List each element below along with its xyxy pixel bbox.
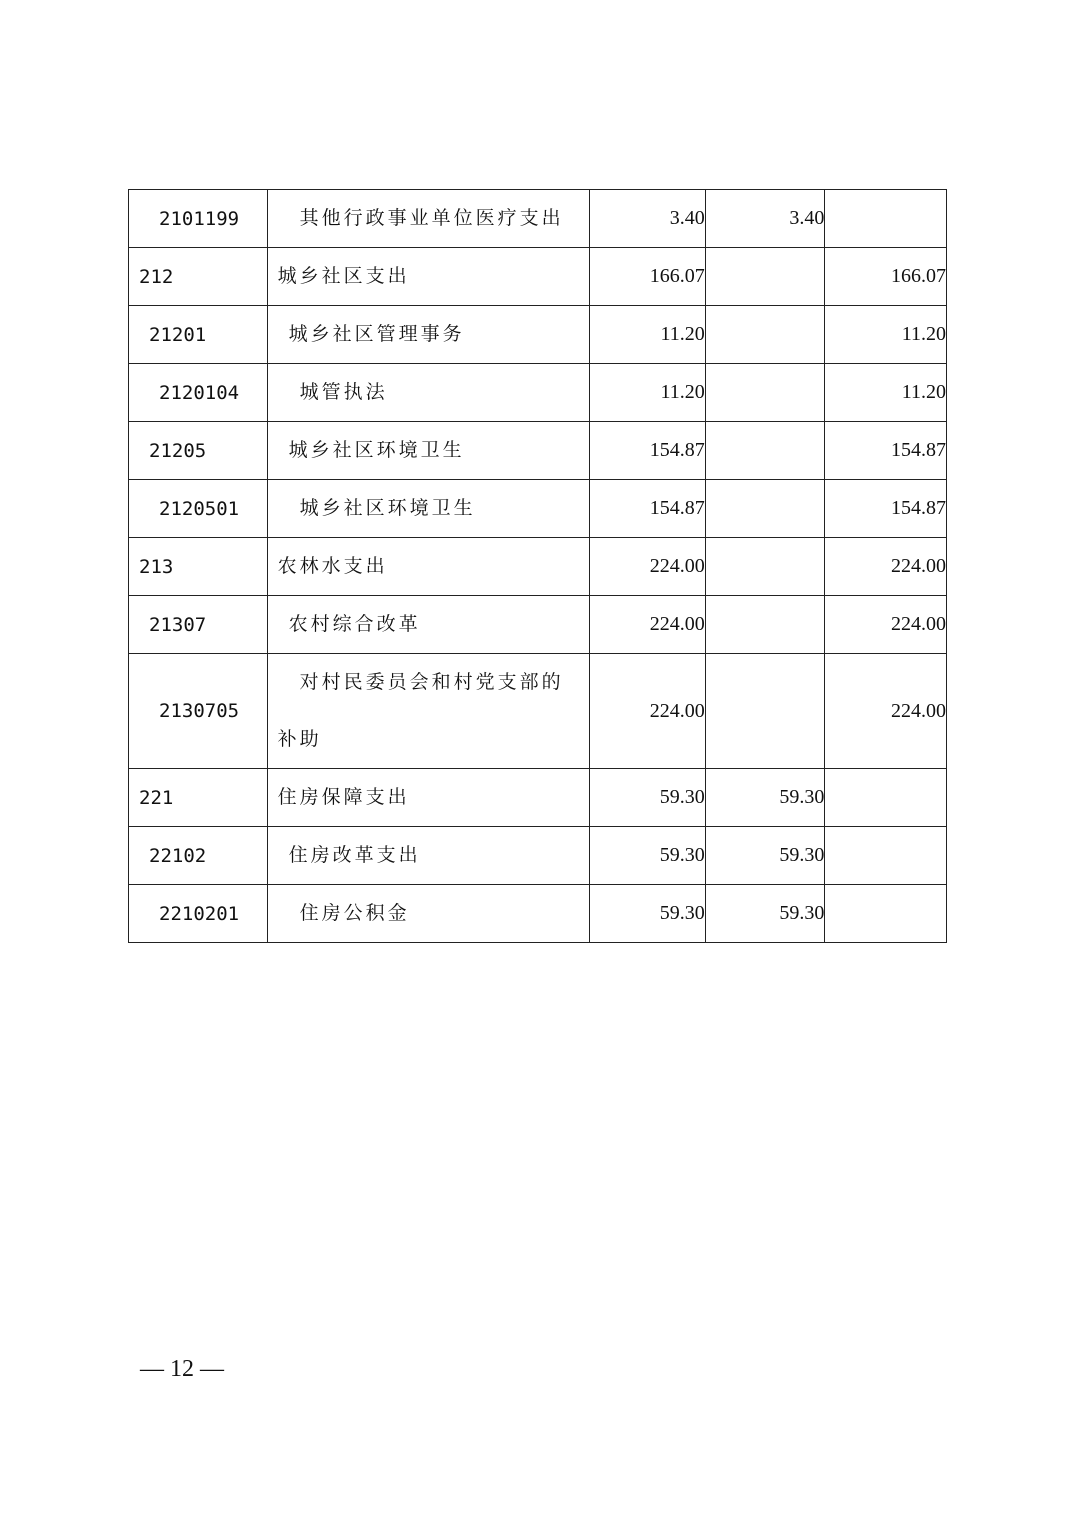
basic-cell: 3.40 [705, 190, 825, 248]
total-cell: 11.20 [590, 364, 706, 422]
code-cell: 213 [129, 538, 268, 596]
table-row [129, 654, 947, 769]
name-cell: 其他行政事业单位医疗支出 [267, 190, 590, 248]
basic-cell: 59.30 [705, 885, 825, 943]
total-cell: 59.30 [590, 827, 706, 885]
basic-cell [705, 306, 825, 364]
project-cell [825, 769, 947, 827]
code-cell: 2120104 [129, 364, 268, 422]
basic-cell: 59.30 [705, 769, 825, 827]
table-row [129, 422, 947, 480]
name-cell: 农村综合改革 [267, 596, 590, 654]
code-cell: 212 [129, 248, 268, 306]
code-cell: 21205 [129, 422, 268, 480]
table-row [129, 190, 947, 248]
total-cell: 59.30 [590, 885, 706, 943]
page-number: — 12 — [140, 1356, 224, 1382]
code-cell: 21307 [129, 596, 268, 654]
total-cell: 3.40 [590, 190, 706, 248]
name-cell: 城乡社区环境卫生 [267, 480, 590, 538]
code-cell: 2101199 [129, 190, 268, 248]
table-row [129, 885, 947, 943]
project-cell [825, 885, 947, 943]
project-cell: 11.20 [825, 306, 947, 364]
name-cell: 城乡社区管理事务 [267, 306, 590, 364]
project-cell: 224.00 [825, 596, 947, 654]
table-row [129, 364, 947, 422]
total-cell: 154.87 [590, 422, 706, 480]
table-row [129, 596, 947, 654]
basic-cell [705, 248, 825, 306]
total-cell: 166.07 [590, 248, 706, 306]
name-cell: 住房改革支出 [267, 827, 590, 885]
project-cell: 224.00 [825, 654, 947, 769]
total-cell: 154.87 [590, 480, 706, 538]
basic-cell [705, 480, 825, 538]
project-cell: 166.07 [825, 248, 947, 306]
project-cell: 11.20 [825, 364, 947, 422]
name-cell: 住房公积金 [267, 885, 590, 943]
code-cell: 21201 [129, 306, 268, 364]
name-cell: 农林水支出 [267, 538, 590, 596]
name-cell: 对村民委员会和村党支部的补助 [267, 654, 590, 769]
table-row [129, 538, 947, 596]
budget-table [128, 189, 947, 943]
name-cell: 城乡社区支出 [267, 248, 590, 306]
basic-cell: 59.30 [705, 827, 825, 885]
total-cell: 224.00 [590, 654, 706, 769]
name-cell: 住房保障支出 [267, 769, 590, 827]
project-cell [825, 190, 947, 248]
basic-cell [705, 654, 825, 769]
basic-cell [705, 364, 825, 422]
code-cell: 2210201 [129, 885, 268, 943]
table-row [129, 769, 947, 827]
total-cell: 224.00 [590, 596, 706, 654]
table-row [129, 827, 947, 885]
project-cell [825, 827, 947, 885]
project-cell: 154.87 [825, 480, 947, 538]
total-cell: 224.00 [590, 538, 706, 596]
project-cell: 154.87 [825, 422, 947, 480]
basic-cell [705, 596, 825, 654]
name-cell: 城乡社区环境卫生 [267, 422, 590, 480]
code-cell: 2120501 [129, 480, 268, 538]
total-cell: 11.20 [590, 306, 706, 364]
code-cell: 2130705 [129, 654, 268, 769]
total-cell: 59.30 [590, 769, 706, 827]
table-row [129, 248, 947, 306]
basic-cell [705, 538, 825, 596]
code-cell: 22102 [129, 827, 268, 885]
code-cell: 221 [129, 769, 268, 827]
basic-cell [705, 422, 825, 480]
name-cell: 城管执法 [267, 364, 590, 422]
project-cell: 224.00 [825, 538, 947, 596]
table-row [129, 480, 947, 538]
table-row [129, 306, 947, 364]
